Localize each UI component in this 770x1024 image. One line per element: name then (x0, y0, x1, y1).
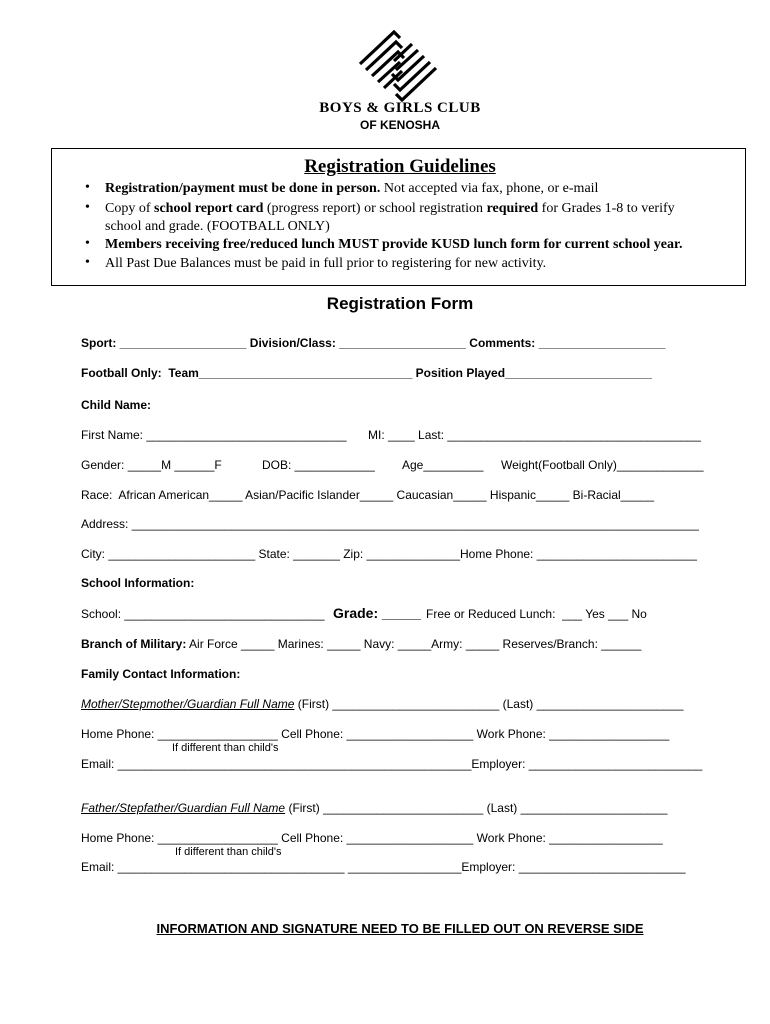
guideline-3: Members receiving free/reduced lunch MUST provide KUSD lunch form for current school year. (105, 237, 683, 252)
mother-email-field[interactable]: Email: _____________________________________________________Employer: __________________________ (81, 757, 703, 771)
mother-name-field[interactable]: Mother/Stepmother/Guardian Full Name (First) _________________________ (Last) ______________________ (81, 697, 684, 711)
bullet-1: • (85, 180, 90, 195)
bullet-4: • (85, 255, 90, 270)
club-logo-icon (356, 30, 440, 102)
bullet-3: • (85, 236, 90, 251)
dob-field[interactable]: DOB: ____________ (262, 458, 375, 472)
school-field[interactable]: School: ______________________________ (81, 607, 325, 621)
lunch-field[interactable]: Free or Reduced Lunch: ___ Yes ___ No (426, 607, 647, 621)
child-name-heading: Child Name: (81, 398, 152, 412)
different-note-2: If different than child's (175, 846, 282, 858)
school-info-heading: School Information: (81, 576, 195, 590)
father-email-field[interactable]: Email: __________________________________ _________________Employer: _________________________ (81, 860, 686, 874)
mi-last-field[interactable]: MI: ____ Last: ______________________________________ (368, 428, 701, 442)
different-note-1: If different than child's (172, 742, 279, 754)
guideline-2: Copy of school report card (progress report) or school registration required for Grades 1-8 to verify school and grade. (FOOTBALL ONLY) (105, 201, 675, 234)
guidelines-title: Registration Guidelines (304, 156, 496, 177)
guideline-1: Registration/payment must be done in person. Not accepted via fax, phone, or e-mail (105, 181, 599, 196)
form-title: Registration Form (326, 294, 474, 313)
father-phone-field[interactable]: Home Phone: __________________ Cell Phone: ___________________ Work Phone: _________________ (81, 831, 663, 845)
sport-line[interactable]: Sport: ___________________ Division/Class: ___________________ Comments: ___________________ (81, 336, 666, 350)
weight-field[interactable]: Weight(Football Only)_____________ (501, 458, 704, 472)
guideline-4: All Past Due Balances must be paid in full prior to registering for new activity. (105, 256, 547, 271)
address-field[interactable]: Address: _____________________________________________________________________________________ (81, 517, 699, 531)
race-field[interactable]: Race: African American_____ Asian/Pacific Islander_____ Caucasian_____ Hispanic_____ Bi-Racial_____ (81, 488, 655, 502)
mother-phone-field[interactable]: Home Phone: __________________ Cell Phone: ___________________ Work Phone: __________________ (81, 727, 670, 741)
football-line[interactable]: Football Only: Team________________________________ Position Played______________________ (81, 366, 652, 380)
org-name: BOYS & GIRLS CLUB (319, 100, 481, 116)
gender-field[interactable]: Gender: _____M ______F (81, 458, 222, 472)
father-name-field[interactable]: Father/Stepfather/Guardian Full Name (First) ________________________ (Last) ______________________ (81, 801, 668, 815)
first-name-field[interactable]: First Name: ______________________________ (81, 428, 347, 442)
org-subtitle: OF KENOSHA (359, 118, 440, 132)
family-contact-heading: Family Contact Information: (81, 667, 241, 681)
city-field[interactable]: City: ______________________ State: _______ Zip: ______________Home Phone: ________________________ (81, 547, 697, 561)
military-field[interactable]: Branch of Military: Air Force _____ Marines: _____ Navy: _____Army: _____ Reserves/Branch: ______ (81, 637, 642, 651)
age-field[interactable]: Age_________ (402, 458, 484, 472)
grade-field[interactable]: Grade: _____ (333, 605, 421, 621)
bullet-2: • (85, 200, 90, 215)
footer-note: INFORMATION AND SIGNATURE NEED TO BE FILLED OUT ON REVERSE SIDE (156, 921, 644, 936)
